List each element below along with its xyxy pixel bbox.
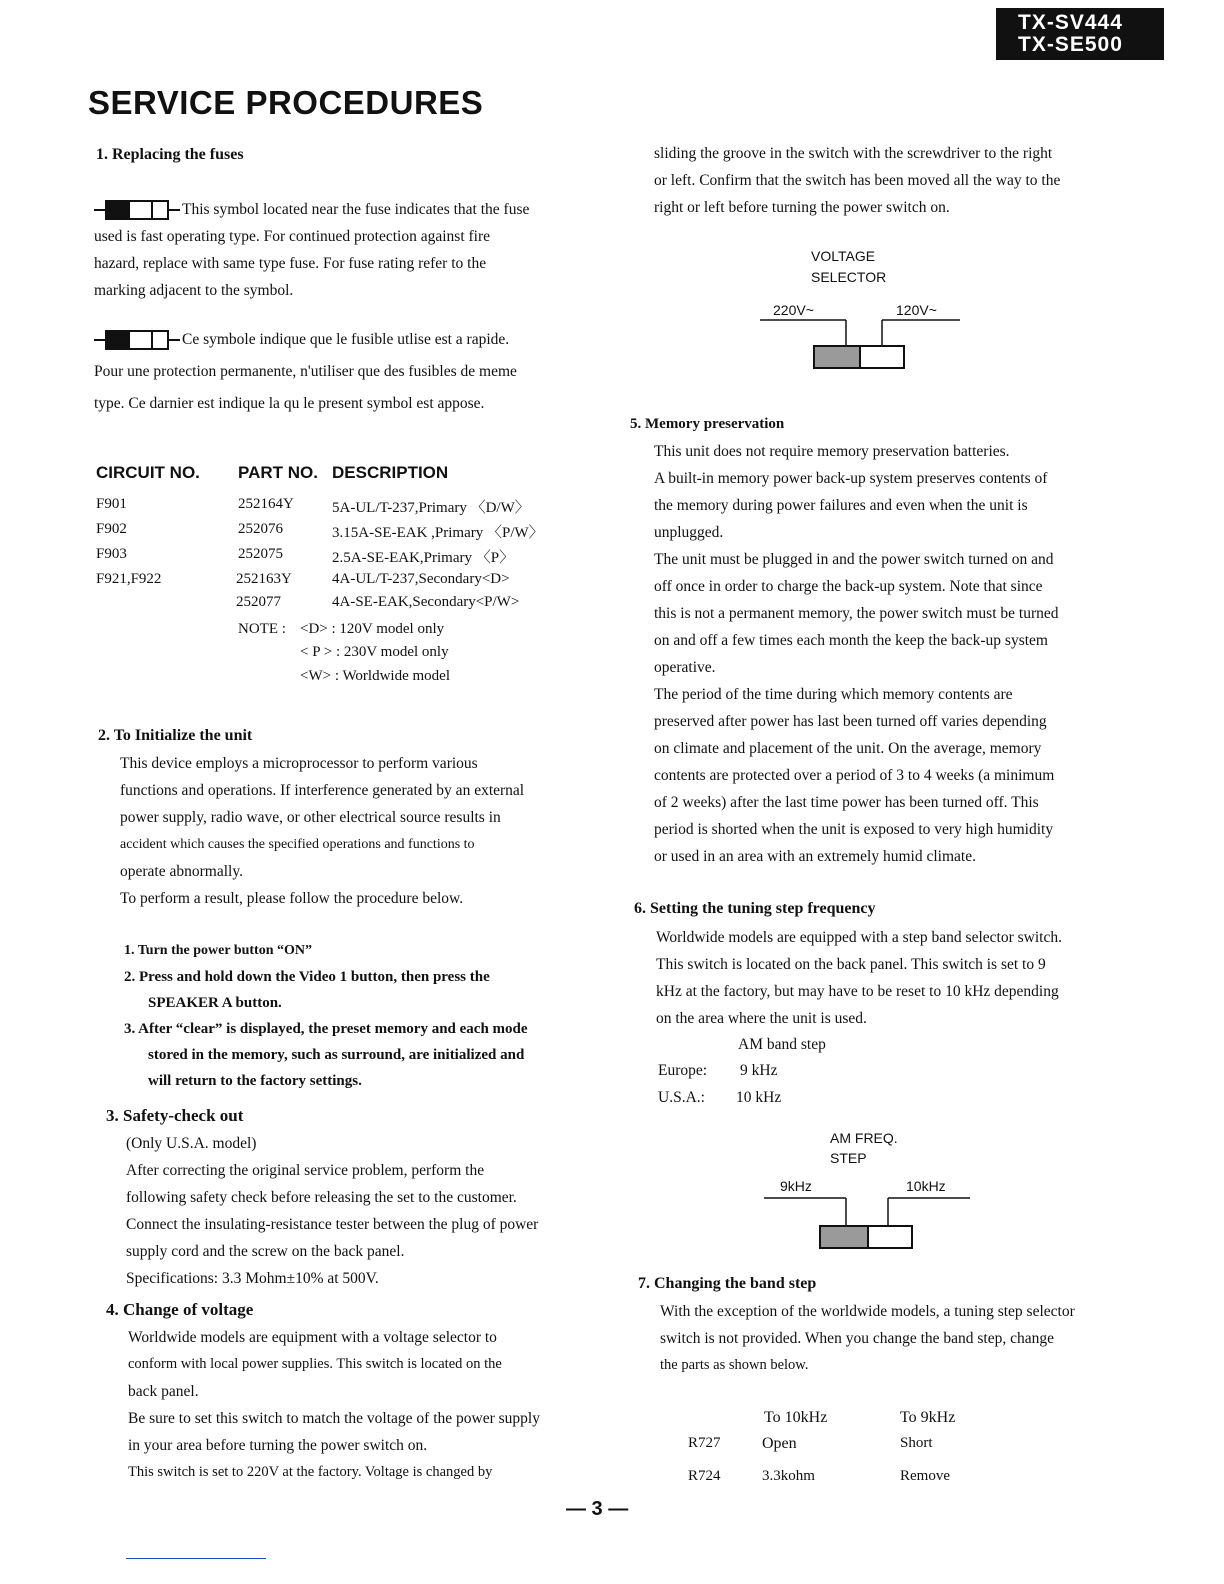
text-line: After correcting the original service problem, perform the: [126, 1162, 485, 1179]
region-label: Europe:: [658, 1062, 708, 1079]
section-heading: 5. Memory preservation: [630, 416, 785, 432]
text-line: operate abnormally.: [120, 863, 243, 880]
switch-position-label: 10kHz: [906, 1178, 946, 1194]
text-line: contents are protected over a period of 3 to 4 weeks (a minimum: [654, 767, 1055, 784]
text-line: or left. Confirm that the switch has been moved all the way to the: [654, 172, 1061, 189]
text-line: back panel.: [128, 1383, 199, 1400]
text-line: marking adjacent to the symbol.: [94, 282, 294, 299]
model-name: TX-SV444: [1018, 11, 1123, 34]
am-band-step-label: AM band step: [738, 1036, 826, 1053]
table-cell: 5A-UL/T-237,Primary 〈D/W〉: [332, 500, 530, 516]
text-line: on climate and placement of the unit. On the average, memory: [654, 740, 1042, 757]
table-cell: 2.5A-SE-EAK,Primary 〈P〉: [332, 550, 515, 566]
table-cell: F902: [96, 521, 127, 537]
region-label: U.S.A.:: [658, 1089, 705, 1106]
step-line: 1. Turn the power button “ON”: [124, 943, 313, 958]
step-line: 2. Press and hold down the Video 1 button, then press the: [124, 969, 490, 985]
note-item: < P > : 230V model only: [300, 644, 449, 660]
text-line: preserved after power has last been turned off varies depending: [654, 713, 1047, 730]
diagram-label: AM FREQ.: [830, 1130, 898, 1146]
section-body-continued: [654, 140, 1124, 221]
am-freq-selector-title: [830, 1128, 898, 1168]
text-line: The unit must be plugged in and the power switch turned on and: [654, 551, 1054, 568]
text-line: period is shorted when the unit is exposed to very high humidity: [654, 821, 1054, 838]
table-cell: R724: [688, 1468, 721, 1484]
switch-position-label: 220V~: [773, 302, 814, 318]
text-line: right or left before turning the power switch on.: [654, 199, 950, 216]
text-line: off once in order to charge the back-up system. Note that since: [654, 578, 1043, 595]
text-line: sliding the groove in the switch with the screwdriver to the right: [654, 145, 1053, 162]
section-heading: 3. Safety-check out: [106, 1106, 244, 1125]
text-line: Connect the insulating-resistance tester between the plug of power: [126, 1216, 539, 1233]
text-line: type. Ce darnier est indique la qu le present symbol est appose.: [94, 395, 485, 412]
step-value: 9 kHz: [740, 1062, 778, 1079]
text-line: Worldwide models are equipped with a step band selector switch.: [656, 929, 1062, 946]
text-line: This symbol located near the fuse indicates that the fuse: [182, 201, 530, 218]
section-body: [128, 1324, 598, 1486]
text-line: This switch is set to 220V at the factory. Voltage is changed by: [128, 1464, 493, 1480]
diagram-label: SELECTOR: [811, 269, 887, 285]
table-cell: 3.3kohm: [762, 1468, 815, 1484]
step-value: 10 kHz: [736, 1089, 782, 1106]
text-line: on the area where the unit is used.: [656, 1010, 867, 1027]
note-item: <D> : 120V model only: [300, 621, 445, 637]
page-number: — 3 —: [566, 1498, 629, 1520]
fuse-french-text: [94, 324, 584, 420]
text-line: hazard, replace with same type fuse. For fuse rating refer to the: [94, 255, 487, 272]
switch-position-label: 120V~: [896, 302, 937, 318]
text-line: unplugged.: [654, 524, 724, 541]
table-cell: Open: [762, 1435, 797, 1452]
text-line: Specifications: 3.3 Mohm±10% at 500V.: [126, 1270, 379, 1287]
table-cell: R727: [688, 1435, 721, 1451]
page-title: SERVICE PROCEDURES: [88, 84, 484, 121]
text-line: Ce symbole indique que le fusible utlise est a rapide.: [182, 331, 510, 348]
am-freq-step-switch-diagram: [764, 1196, 970, 1252]
text-line: This device employs a microprocessor to perform various: [120, 755, 478, 772]
section-body: [656, 924, 1126, 1032]
section-heading: 6. Setting the tuning step frequency: [634, 900, 876, 917]
table-cell: 252164Y: [238, 496, 294, 512]
text-line: kHz at the factory, but may have to be reset to 10 kHz depending: [656, 983, 1059, 1000]
diagram-label: VOLTAGE: [811, 248, 876, 264]
text-line: This switch is located on the back panel. This switch is set to 9: [656, 956, 1046, 973]
text-line: With the exception of the worldwide models, a tuning step selector: [660, 1303, 1075, 1320]
table-cell: 3.15A-SE-EAK ,Primary 〈P/W〉: [332, 525, 544, 541]
step-line: will return to the factory settings.: [148, 1073, 362, 1089]
table-cell: 4A-UL/T-237,Secondary<D>: [332, 571, 510, 587]
table-cell: 4A-SE-EAK,Secondary<P/W>: [332, 594, 520, 610]
text-line: Be sure to set this switch to match the voltage of the power supply: [128, 1410, 540, 1427]
table-header: CIRCUIT NO.: [96, 463, 200, 482]
text-line: the parts as shown below.: [660, 1357, 809, 1373]
section-heading: 1. Replacing the fuses: [96, 146, 244, 163]
fuse-english-text: [94, 196, 584, 304]
section-heading: 4. Change of voltage: [106, 1300, 254, 1319]
section-body: [126, 1130, 596, 1292]
text-line: functions and operations. If interference generated by an external: [120, 782, 525, 799]
model-name: TX-SE500: [1018, 33, 1123, 56]
note-item: <W> : Worldwide model: [300, 668, 450, 684]
table-cell: F901: [96, 496, 127, 512]
text-line: accident which causes the specified operations and functions to: [120, 837, 475, 852]
table-cell: Remove: [900, 1468, 950, 1484]
table-header: To 9kHz: [900, 1409, 956, 1426]
model-label: [996, 8, 1164, 60]
procedure-steps: [124, 938, 594, 1094]
table-header: DESCRIPTION: [332, 463, 449, 482]
text-line: Pour une protection permanente, n'utiliser que des fusibles de meme: [94, 363, 517, 380]
text-line: To perform a result, please follow the procedure below.: [120, 890, 464, 907]
step-line: SPEAKER A button.: [148, 995, 282, 1011]
note-label: NOTE :: [238, 621, 286, 637]
section-heading: 7. Changing the band step: [638, 1275, 817, 1292]
table-cell: 252163Y: [236, 571, 292, 587]
text-line: power supply, radio wave, or other electrical source results in: [120, 809, 501, 826]
voltage-selector-switch-diagram: [760, 318, 960, 372]
text-line: conform with local power supplies. This switch is located on the: [128, 1356, 502, 1372]
table-cell: Short: [900, 1435, 933, 1451]
text-line: on and off a few times each month the keep the back-up system: [654, 632, 1048, 649]
section-body: [660, 1298, 1130, 1379]
text-line: (Only U.S.A. model): [126, 1135, 257, 1152]
table-cell: 252077: [236, 594, 281, 610]
table-cell: F921,F922: [96, 571, 162, 587]
section-body: [654, 438, 1124, 870]
voltage-selector-title: [811, 246, 886, 288]
text-line: or used in an area with an extremely humid climate.: [654, 848, 976, 865]
text-line: switch is not provided. When you change the band step, change: [660, 1330, 1055, 1347]
text-line: following safety check before releasing the set to the customer.: [126, 1189, 517, 1206]
text-line: The period of the time during which memory contents are: [654, 686, 1013, 703]
table-header: PART NO.: [238, 463, 318, 482]
table-cell: F903: [96, 546, 127, 562]
step-line: stored in the memory, such as surround, are initialized and: [148, 1047, 525, 1063]
text-line: A built-in memory power back-up system preserves contents of: [654, 470, 1048, 487]
switch-position-label: 9kHz: [780, 1178, 812, 1194]
text-line: used is fast operating type. For continued protection against fire: [94, 228, 491, 245]
fuse-symbol-icon: [94, 329, 180, 351]
table-header: To 10kHz: [764, 1409, 828, 1426]
section-heading: 2. To Initialize the unit: [98, 727, 253, 744]
text-line: operative.: [654, 659, 716, 676]
text-line: supply cord and the screw on the back panel.: [126, 1243, 405, 1260]
section-body: [120, 750, 590, 912]
diagram-label: STEP: [830, 1150, 867, 1166]
text-line: This unit does not require memory preservation batteries.: [654, 443, 1010, 460]
footer-divider: [126, 1558, 266, 1559]
text-line: of 2 weeks) after the last time power has been turned off. This: [654, 794, 1039, 811]
fuse-symbol-icon: [94, 199, 180, 221]
text-line: the memory during power failures and even when the unit is: [654, 497, 1028, 514]
table-cell: 252076: [238, 521, 283, 537]
text-line: this is not a permanent memory, the power switch must be turned: [654, 605, 1059, 622]
step-line: 3. After “clear” is displayed, the preset memory and each mode: [124, 1021, 528, 1037]
table-cell: 252075: [238, 546, 283, 562]
text-line: in your area before turning the power switch on.: [128, 1437, 428, 1454]
text-line: Worldwide models are equipment with a voltage selector to: [128, 1329, 497, 1346]
